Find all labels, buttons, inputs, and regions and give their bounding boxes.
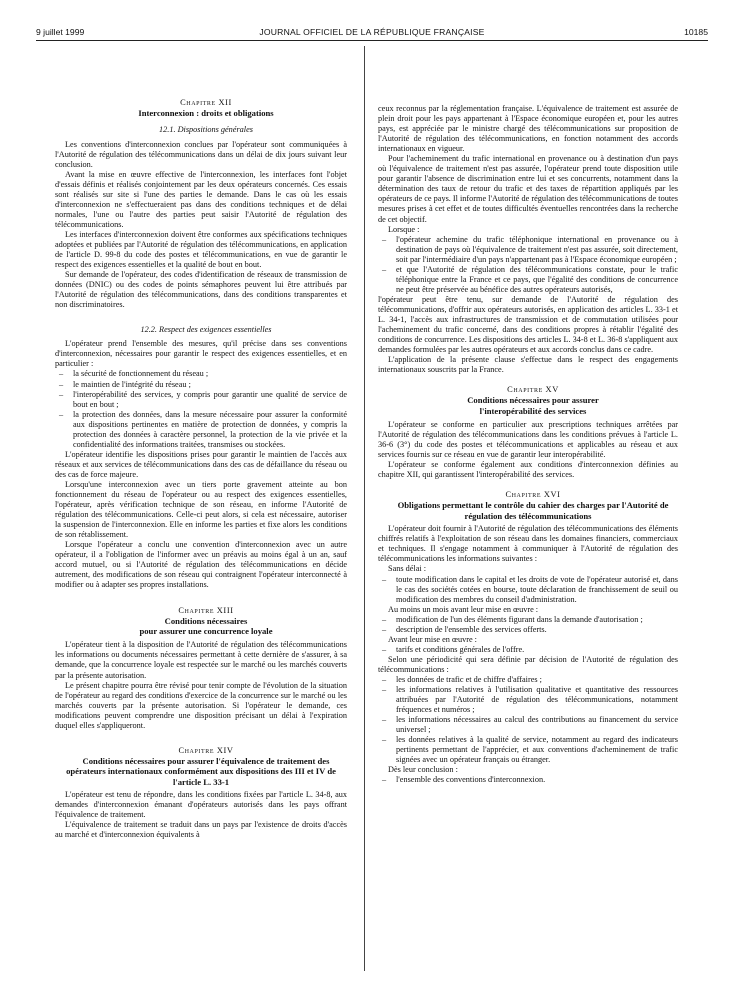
list-item: – l'ensemble des conventions d'interconnexion.: [378, 775, 678, 785]
paragraph: L'opérateur prend l'ensemble des mesures, qu'il précise dans ses conventions d'interconnexion, nécessaires pour garantir le respect des exigences essentielles, et en particulier :: [55, 339, 347, 369]
list-item: – les informations relatives à l'utilisation qualitative et quantitative des ressources attribuées par l'Autorité de régulation des télécommunications, notamment fréquences et numéros ;: [378, 685, 678, 715]
chapter-16-title: Obligations permettant le contrôle du cahier des charges par l'Autorité de régulation des télécommunications: [397, 500, 669, 521]
chapter-13-label: Chapitre XIII: [178, 605, 234, 615]
conditions-list: [378, 235, 678, 295]
conclusion-info-list: [378, 775, 678, 785]
paragraph: L'opérateur identifie les dispositions prises pour garantir le maintien de l'accès aux réseaux et aux services de télécommunications dans des cas de défaillance du réseau ou des cas de force majeure.: [55, 449, 347, 479]
list-item: – tarifs et conditions générales de l'offre.: [378, 645, 678, 655]
paragraph: Sans délai :: [388, 564, 427, 574]
paragraph: Les conventions d'interconnexion conclues par l'opérateur sont communiquées à l'Autorité de régulation des télécommunications dans un délai de dix jours suivant leur conclusion.: [55, 139, 347, 169]
paragraph: Selon une périodicité qui sera définie par décision de l'Autorité de régulation des télécommunications :: [378, 654, 678, 674]
paragraph: Avant la mise en œuvre effective de l'interconnexion, les interfaces font l'objet d'essais définis et réalisés conjointement par les deux opérateurs concernés. Ces essais sont réalisés sur site si l'une des parties le demande. Dans le cas où les essais d'interconnexion ne s'effectueraient pas dans des conditions techniques et de délai normales, l'une ou l'autre des parties peut saisir l'Autorité de régulation des télécommunications.: [55, 169, 347, 229]
list-item: – les données relatives à la qualité de service, notamment au regard des indicateurs pertinents permettant de l'apprécier, et aux conventions d'acheminement de trafic signées avec un opérateur français ou étranger.: [378, 735, 678, 765]
section-12-1-title: 12.1. Dispositions générales: [159, 125, 253, 135]
chapter-13-title-line1: Conditions nécessaires: [164, 615, 248, 626]
paragraph: Pour l'acheminement du trafic international en provenance ou à destination d'un pays où l'équivalence de traitement n'est pas assurée, l'opérateur prend toute disposition utile pour garantir l'absence de discrimination entre lui et ses concurrents, notamment dans la détermination des taux de retour du trafic et des taxes de répartition appliqués par les opérateurs de ce pays. Il informe l'Autorité de régulation des télécommunications de toutes mesures prises à cet effet et de toutes difficultés éventuelles rencontrées dans la recherche de cet objectif.: [378, 154, 678, 224]
one-month-info-list: [378, 615, 678, 635]
paragraph: L'opérateur doit fournir à l'Autorité de régulation des télécommunications des éléments chiffrés relatifs à l'exploitation de son réseau dans les domaines financiers, commerciaux et techniques. Il s'engage notamment à communiquer à l'Autorité de régulation des télécommunications les informations suivantes :: [378, 524, 678, 564]
list-item: – et que l'Autorité de régulation des télécommunications constate, pour le trafic téléphonique entre la France et ce pays, que l'égalité des conditions de concurrence ne peut être préservée au bénéfice des autres opérateurs autorisés,: [378, 265, 678, 295]
paragraph: L'application de la présente clause s'effectue dans le respect des engagements internationaux souscrits par la France.: [378, 355, 678, 375]
chapter-14-title: Conditions nécessaires pour assurer l'équivalence de traitement des opérateurs internationaux conformément aux dispositions des III et IV de l'article L. 33-1: [66, 755, 336, 787]
chapter-14-label: Chapitre XIV: [178, 745, 234, 755]
list-item: – l'opérateur achemine du trafic téléphonique international en provenance ou à destination de pays où l'équivalence de traitement n'est pas assurée, soit directement, soit par l'intermédiaire d'un pays n'appartenant pas à l'Espace économique européen ;: [378, 235, 678, 265]
list-item: – toute modification dans le capital et les droits de vote de l'opérateur autorisé et, dans le cas des sociétés cotées en bourse, toute déclaration de franchissement de seuil ou modification des membres du conseil d'administration.: [378, 575, 678, 605]
column-divider: [364, 46, 365, 971]
paragraph: Lorsqu'une interconnexion avec un tiers porte gravement atteinte au bon fonctionnement du réseau de l'opérateur ou au respect des exigences essentielles, l'opérateur, après vérification technique de son réseau, en informe l'Autorité de régulation des télécommunications. Celle-ci peut alors, si cela est nécessaire, autoriser la suspension de l'interconnexion. Elle en informe les parties et fixe alors les conditions de son rétablissement.: [55, 480, 347, 540]
left-column: [55, 98, 347, 840]
before-implementation-list: [378, 645, 678, 655]
list-item: – les données de trafic et de chiffre d'affaires ;: [378, 675, 678, 685]
list-item: – l'interopérabilité des services, y compris pour garantir une qualité de service de bout en bout ;: [55, 390, 347, 410]
paragraph: L'opérateur tient à la disposition de l'Autorité de régulation des télécommunications les informations ou documents nécessaires permettant à cette dernière de s'assurer, à sa demande, que la concurrence loyale est respectée sur le marché ou les marchés couverts par la présente autorisation.: [55, 640, 347, 680]
right-column: [378, 104, 678, 785]
chapter-12-title: Interconnexion : droits et obligations: [138, 108, 274, 119]
chapter-12-label: Chapitre XII: [180, 98, 232, 107]
section-12-2-title: 12.2. Respect des exigences essentielles: [140, 325, 272, 335]
paragraph: L'opérateur se conforme en particulier aux prescriptions techniques arrêtées par l'Autorité de régulation des télécommunications dans les conditions prévues à l'article L. 36-6 (3°) du code des postes et télécommunications et applicables au réseau et aux services fournis sur ce réseau en vue de garantir leur interopérabilité.: [378, 420, 678, 460]
header-rule: [36, 40, 708, 41]
paragraph: Sur demande de l'opérateur, des codes d'identification de réseaux de transmission de données (DNIC) ou des codes de points sémaphores peuvent lui être attribués par l'Autorité de régulation des télécommunications, dans des conditions transparentes et non discriminatoires.: [55, 270, 347, 310]
paragraph: Avant leur mise en œuvre :: [388, 634, 477, 644]
requirements-list: [55, 369, 347, 449]
list-item: – description de l'ensemble des services offerts.: [378, 625, 678, 635]
paragraph: L'opérateur se conforme également aux conditions d'interconnexion définies au chapitre XII, qui garantissent l'interopérabilité des services.: [378, 460, 678, 480]
header-journal-title: JOURNAL OFFICIEL DE LA RÉPUBLIQUE FRANÇAISE: [259, 27, 485, 37]
paragraph: Au moins un mois avant leur mise en œuvre :: [388, 604, 539, 614]
chapter-15-label: Chapitre XV: [507, 385, 559, 395]
chapter-16-label: Chapitre XVI: [505, 490, 561, 500]
chapter-15-title-line1: Conditions nécessaires pour assurer: [467, 395, 599, 406]
header-page-number: 10185: [684, 27, 708, 37]
paragraph: Les interfaces d'interconnexion doivent être conformes aux spécifications techniques adoptées et publiées par l'Autorité de régulation des télécommunications, en application de l'article D. 99-8 du code des postes et télécommunications, en vue de garantir le respect des exigences essentielles et la qualité de bout en bout.: [55, 229, 347, 270]
paragraph: Lorsque l'opérateur a conclu une convention d'interconnexion avec un autre opérateur, il a l'obligation de l'informer avec un préavis au moins égal à un an, sauf accord mutuel, ou si l'Autorité de régulation des télécommunications en décide autrement, des modifications de son réseau qui contraignent l'opérateur interconnecté à modifier ou à adapter ses propres installations.: [55, 540, 347, 590]
list-item: – le maintien de l'intégrité du réseau ;: [55, 380, 347, 390]
chapter-13-title-line2: pour assurer une concurrence loyale: [139, 625, 273, 636]
paragraph: L'opérateur est tenu de répondre, dans les conditions fixées par l'article L. 34-8, aux demandes d'interconnexion émanant d'opérateurs autorisés dans les pays offrant l'équivalence de traitement.: [55, 790, 347, 820]
paragraph: ceux reconnus par la réglementation française. L'équivalence de traitement est assurée de plein droit pour les pays appartenant à l'Espace économique européen et, pour les autres pays, est appréciée par le ministre chargé des télécommunications sur proposition de l'Autorité de régulation des télécommunications, en fonction notamment des accords internationaux en vigueur.: [378, 104, 678, 154]
list-item: – modification de l'un des éléments figurant dans la demande d'autorisation ;: [378, 615, 678, 625]
periodic-info-list: [378, 675, 678, 765]
paragraph: Le présent chapitre pourra être révisé pour tenir compte de l'évolution de la situation de l'opérateur au regard des conditions d'exercice de la concurrence sur le marché ou les marchés couverts par la présente autorisation. Si l'opérateur le demande, ces modifications peuvent comprendre une disposition précisant un délai à l'expiration duquel elles s'appliqueront.: [55, 680, 347, 730]
header-date: 9 juillet 1999: [36, 27, 85, 37]
paragraph: Dès leur conclusion :: [388, 765, 458, 775]
paragraph: Lorsque :: [388, 224, 420, 234]
paragraph: L'équivalence de traitement se traduit dans un pays par l'existence de droits d'accès au marché et d'interconnexion équivalents à: [55, 820, 347, 840]
list-item: – la sécurité de fonctionnement du réseau ;: [55, 369, 347, 379]
chapter-15-title-line2: l'interopérabilité des services: [479, 405, 587, 416]
list-item: – les informations nécessaires au calcul des contributions au financement du service universel ;: [378, 715, 678, 735]
immediate-info-list: [378, 575, 678, 605]
list-item: – la protection des données, dans la mesure nécessaire pour assurer la conformité aux dispositions pertinentes en matière de protection de données, y compris la protection des données à caractère personnel, la protection de la vie privée et la confidentialité des informations traitées, transmises ou stockées.: [55, 410, 347, 450]
paragraph: l'opérateur peut être tenu, sur demande de l'Autorité de régulation des télécommunications, d'offrir aux opérateurs autorisés, en application des articles L. 33-1 et L. 34-1, l'accès aux infrastructures de transmission et de commutation utilisées pour l'acheminement du trafic concerné, dans des conditions propres à rétablir l'égalité des conditions de concurrence. Les dispositions des articles L. 34-8 et L. 36-8 s'appliquent aux demandes formulées par les autres opérateurs et aux accords conclus dans ce cadre.: [378, 294, 678, 355]
page-header: [36, 27, 708, 41]
